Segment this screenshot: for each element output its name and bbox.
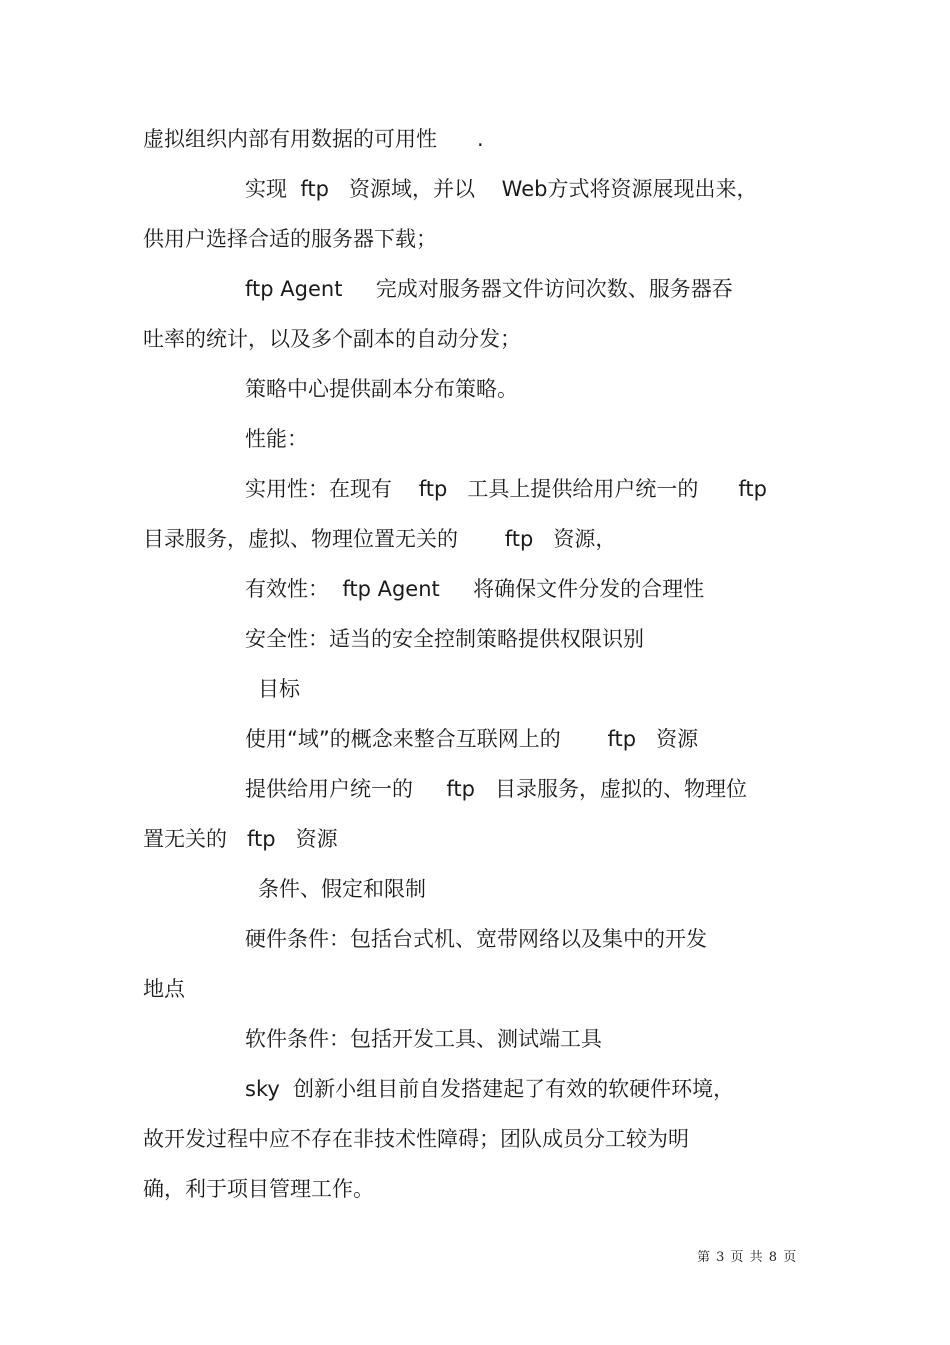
text-line: 有效性： ftp Agent 将确保文件分发的合理性 <box>245 577 705 601</box>
text-line: 性能： <box>245 427 308 451</box>
page-number-footer: 第 3 页 共 8 页 <box>697 1250 798 1265</box>
text-line: 置无关的 ftp 资源 <box>143 827 338 851</box>
text-line: 实用性：在现有 ftp 工具上提供给用户统一的 ftp <box>245 477 767 501</box>
text-line: 吐率的统计，以及多个副本的自动分发； <box>143 327 521 351</box>
section-heading: 条件、假定和限制 <box>258 877 426 901</box>
text-line: 策略中心提供副本分布策略。 <box>245 377 518 401</box>
section-heading: 目标 <box>258 677 300 701</box>
text-line: 软件条件：包括开发工具、测试端工具 <box>245 1027 602 1051</box>
text-line: 使用“域”的概念来整合互联网上的 ftp 资源 <box>245 727 699 751</box>
text-line: 目录服务，虚拟、物理位置无关的 ftp 资源， <box>143 527 617 551</box>
text-line: 虚拟组织内部有用数据的可用性 . <box>143 127 484 151</box>
text-line: 地点 <box>143 977 185 1001</box>
text-line: 硬件条件：包括台式机、宽带网络以及集中的开发 <box>245 927 707 951</box>
text-line: sky 创新小组目前自发搭建起了有效的软硬件环境， <box>245 1077 735 1101</box>
text-line: ftp Agent 完成对服务器文件访问次数、服务器吞 <box>245 277 733 301</box>
text-line: 实现 ftp 资源域，并以 Web方式将资源展现出来， <box>245 177 758 201</box>
text-line: 故开发过程中应不存在非技术性障碍；团队成员分工较为明 <box>143 1127 689 1151</box>
text-line: 安全性：适当的安全控制策略提供权限识别 <box>245 627 644 651</box>
text-line: 确，利于项目管理工作。 <box>143 1177 374 1201</box>
text-line: 提供给用户统一的 ftp 目录服务，虚拟的、物理位 <box>245 777 747 801</box>
text-line: 供用户选择合适的服务器下载； <box>143 227 437 251</box>
